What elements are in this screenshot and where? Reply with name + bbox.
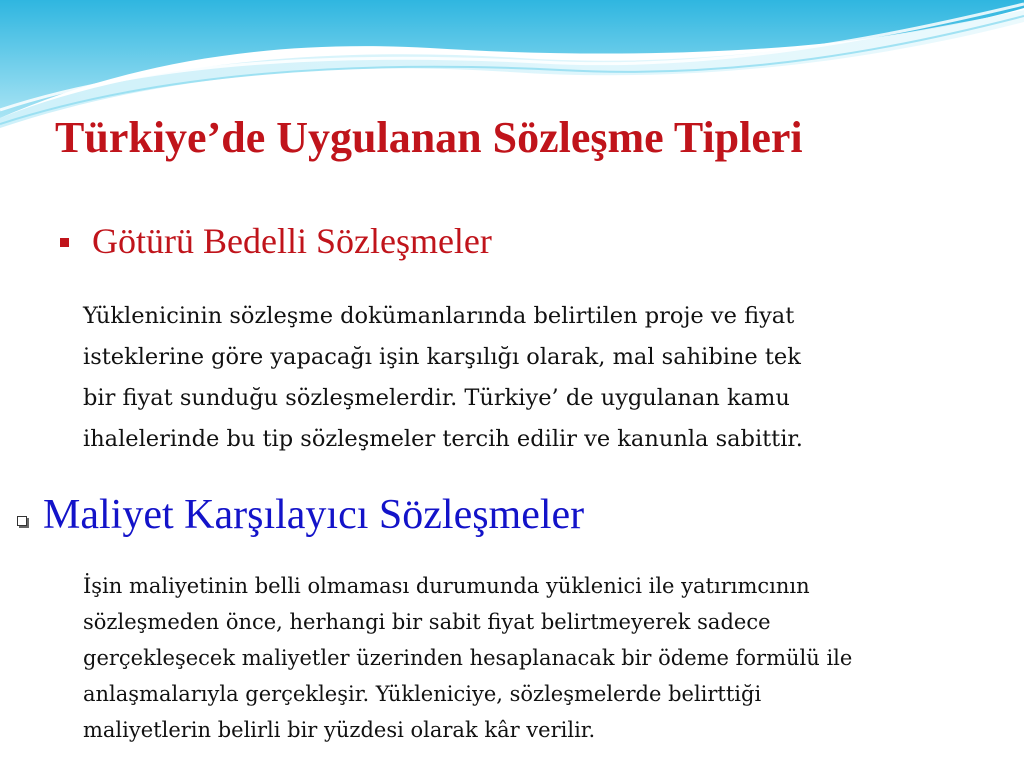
body-line: isteklerine göre yapacağı işin karşılığı olarak, mal sahibine tek	[83, 344, 801, 370]
section-heading-cost-plus: Maliyet Karşılayıcı Sözleşmeler	[43, 492, 585, 538]
body-line: maliyetlerin belirli bir yüzdesi olarak kâr verilir.	[83, 718, 596, 742]
square-bullet-icon	[60, 238, 69, 247]
body-line: Yüklenicinin sözleşme dokümanlarında belirtilen proje ve fiyat	[83, 303, 795, 329]
section-body-cost-plus	[83, 568, 1023, 748]
body-line: sözleşmeden önce, herhangi bir sabit fiyat belirtmeyerek sadece	[83, 610, 771, 634]
section-heading-lump-sum: Götürü Bedelli Sözleşmeler	[92, 221, 492, 261]
section-body-lump-sum	[83, 296, 1023, 460]
slide-title: Türkiye’de Uygulanan Sözleşme Tipleri	[55, 113, 803, 162]
hollow-square-bullet-icon	[17, 516, 27, 526]
body-line: bir fiyat sunduğu sözleşmelerdir. Türkiye’ de uygulanan kamu	[83, 385, 790, 411]
body-line: anlaşmalarıyla gerçekleşir. Yükleniciye, sözleşmelerde belirttiği	[83, 682, 762, 706]
body-line: gerçekleşecek maliyetler üzerinden hesaplanacak bir ödeme formülü ile	[83, 646, 853, 670]
body-line: ihalelerinde bu tip sözleşmeler tercih edilir ve kanunla sabittir.	[83, 426, 803, 452]
decorative-wave-header	[0, 0, 1024, 130]
body-line: İşin maliyetinin belli olmaması durumunda yüklenici ile yatırımcının	[83, 574, 810, 598]
